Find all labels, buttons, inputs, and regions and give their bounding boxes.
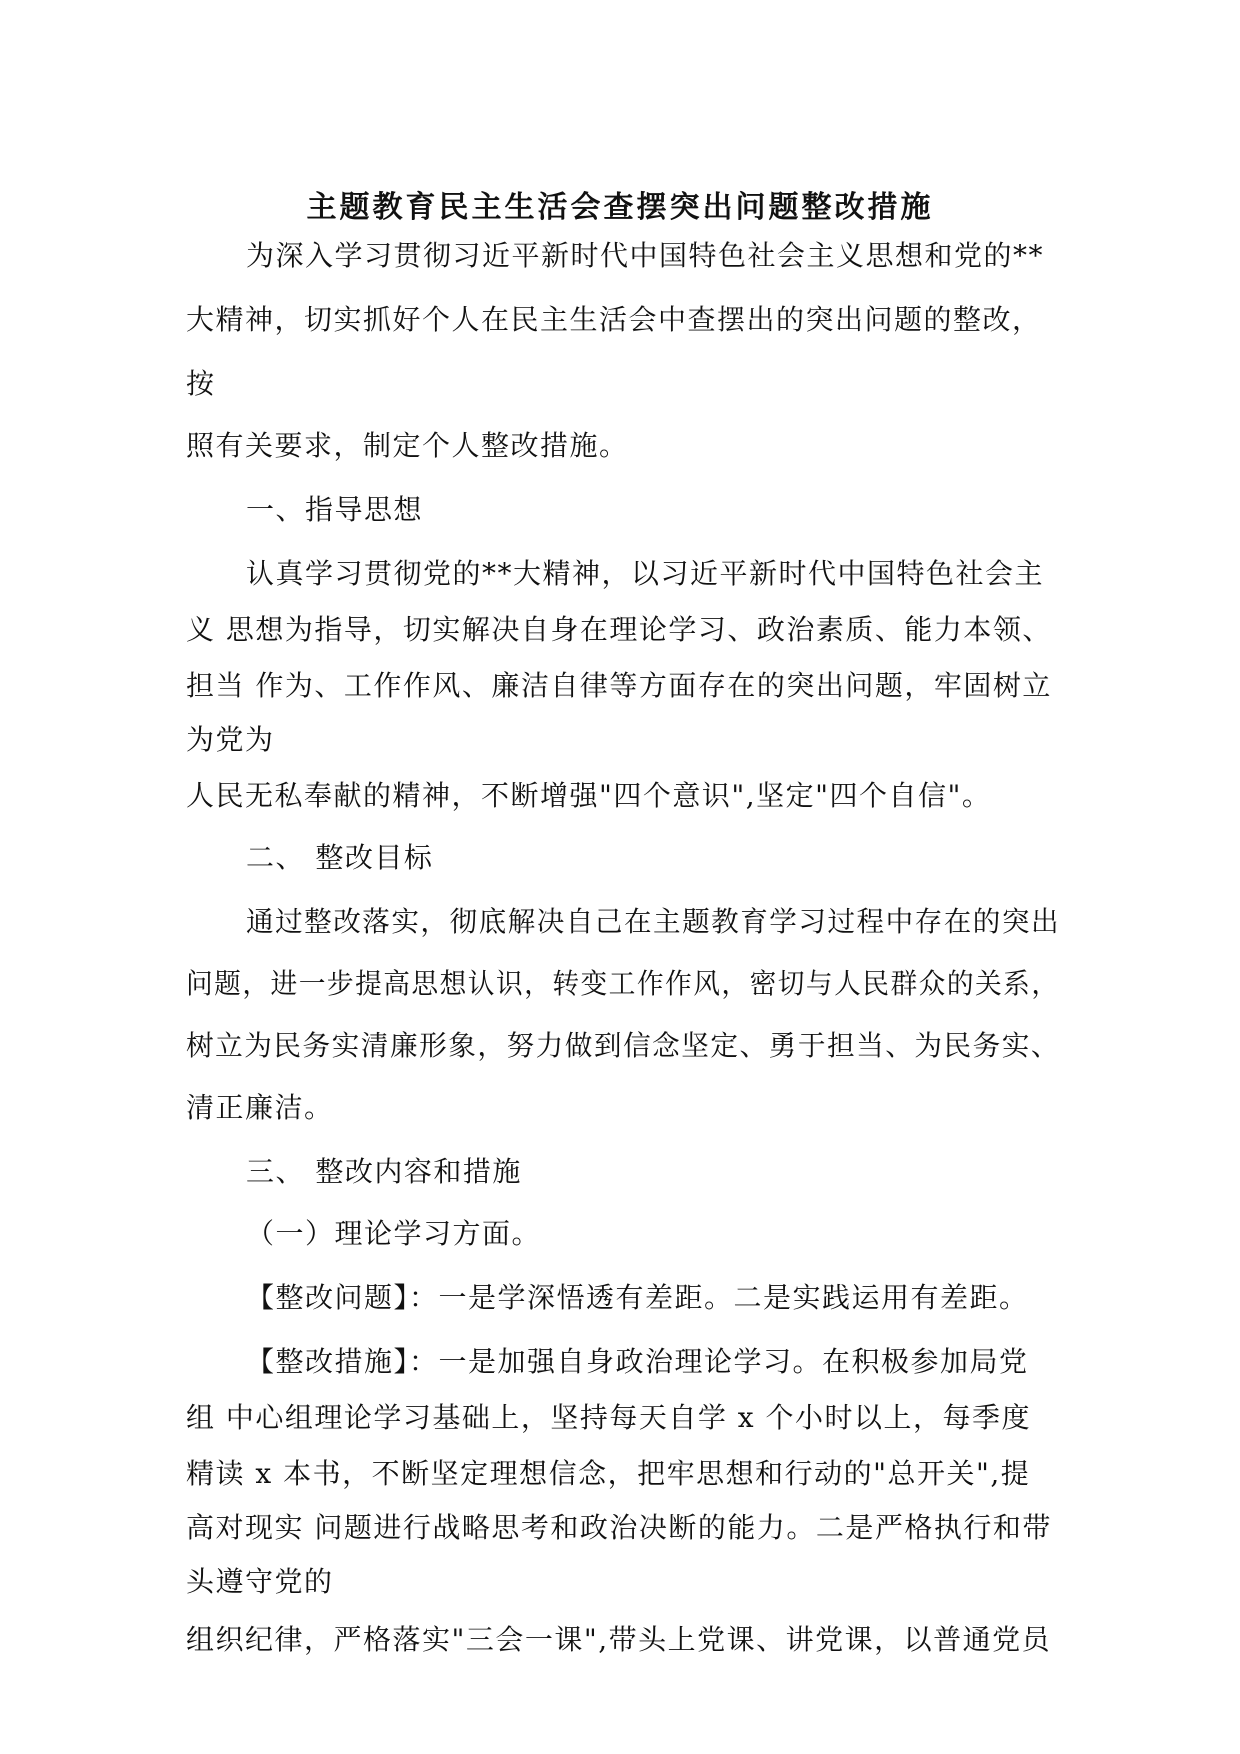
subsection-heading: （一）理论学习方面。	[246, 1217, 542, 1250]
paragraph-line: 问题，进一步提高思想认识，转变工作作风，密切与人民群众的关系，	[186, 967, 1060, 1000]
paragraph-line: 树立为民务实清廉形象，努力做到信念坚定、勇于担当、为民务实、	[186, 1029, 1061, 1062]
paragraph-line: 大精神，切实抓好个人在民主生活会中查摆出的突出问题的整改，	[186, 303, 1042, 336]
paragraph-line: 按	[186, 367, 216, 400]
section-heading: 三、 整改内容和措施	[246, 1155, 522, 1188]
section-heading: 一、指导思想	[246, 493, 424, 526]
paragraph-line: 高对现实 问题进行战略思考和政治决断的能力。二是严格执行和带	[186, 1511, 1052, 1544]
paragraph-line: 头遵守党的	[186, 1565, 334, 1598]
paragraph-line: 组织纪律，严格落实"三会一课",带头上党课、讲党课，以普通党员	[186, 1623, 1052, 1656]
paragraph-line: 义 思想为指导，切实解决自身在理论学习、政治素质、能力本领、	[186, 613, 1052, 646]
paragraph-line: 为党为	[186, 723, 275, 756]
paragraph-line: 精读 x 本书，不断坚定理想信念，把牢思想和行动的"总开关",提	[186, 1457, 1031, 1490]
section-heading: 二、 整改目标	[246, 841, 434, 874]
paragraph-line: 照有关要求，制定个人整改措施。	[186, 429, 629, 462]
paragraph-line: 通过整改落实，彻底解决自己在主题教育学习过程中存在的突出	[246, 905, 1061, 938]
paragraph-line: 为深入学习贯彻习近平新时代中国特色社会主义思想和党的**	[246, 239, 1045, 272]
paragraph-line: 【整改措施】：一是加强自身政治理论学习。在积极参加局党	[246, 1345, 1029, 1378]
paragraph-line: 人民无私奉献的精神，不断增强"四个意识",坚定"四个自信"。	[186, 779, 992, 812]
paragraph-line: 【整改问题】：一是学深悟透有差距。二是实践运用有差距。	[246, 1281, 1029, 1314]
paragraph-line: 认真学习贯彻党的**大精神，以习近平新时代中国特色社会主	[246, 557, 1045, 590]
paragraph-line: 清正廉洁。	[186, 1091, 334, 1124]
paragraph-line: 担当 作为、工作作风、廉洁自律等方面存在的突出问题，牢固树立	[186, 669, 1052, 702]
paragraph-line: 组 中心组理论学习基础上，坚持每天自学 x 个小时以上，每季度	[186, 1401, 1031, 1434]
document-title: 主题教育民主生活会查摆突出问题整改措施	[306, 190, 934, 225]
